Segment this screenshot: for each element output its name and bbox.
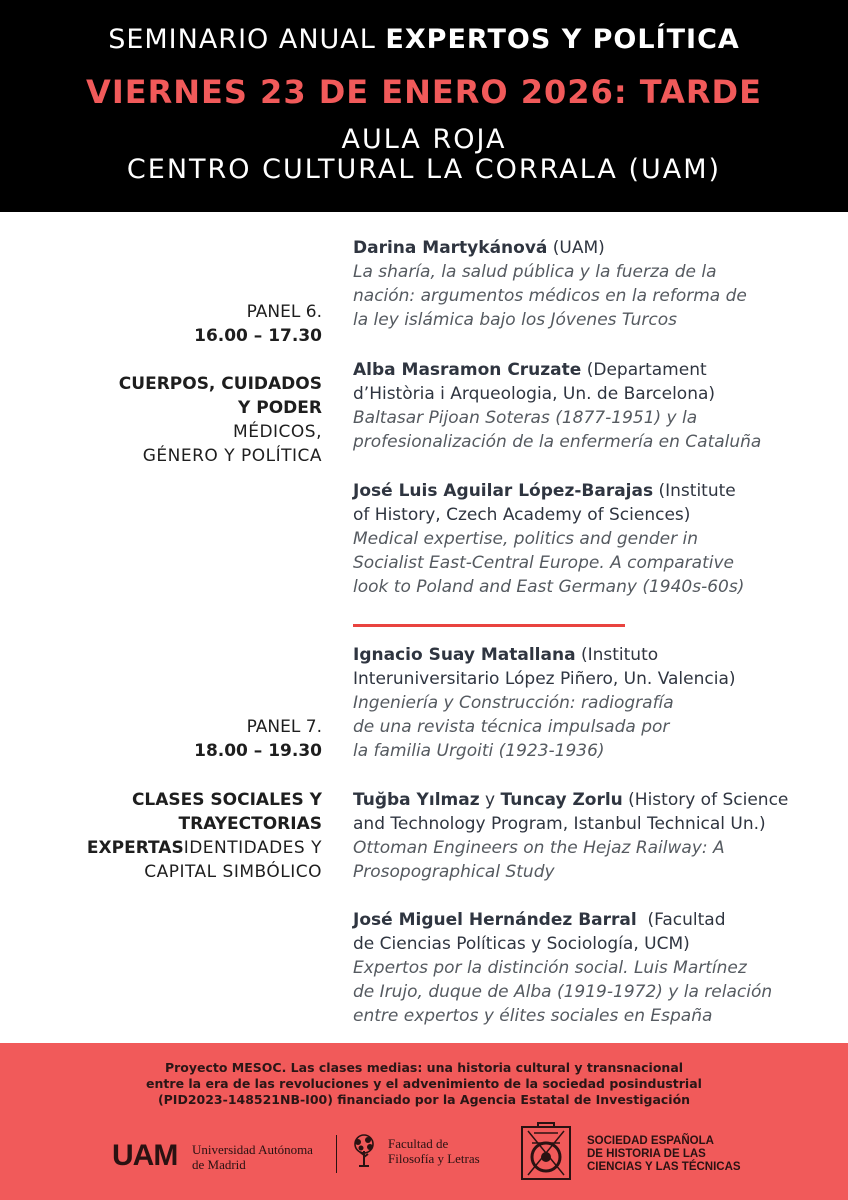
talk-masramon bbox=[353, 358, 848, 454]
talk-martykanova bbox=[353, 236, 848, 332]
room: AULA ROJA bbox=[341, 124, 507, 155]
panel7-heading bbox=[87, 788, 322, 884]
talk-title-line: look to Poland and East Germany (1940s-60s) bbox=[353, 577, 745, 597]
panel6-time: 16.00 – 17.30 bbox=[194, 326, 322, 346]
speaker-name: Tuğba Yılmaz bbox=[353, 790, 480, 810]
speaker-name: Alba Masramon Cruzate bbox=[353, 360, 582, 380]
talk-title-line: nación: argumentos médicos en la reforma de bbox=[353, 286, 747, 306]
panel-divider bbox=[353, 624, 625, 627]
funding-line: Proyecto MESOC. Las clases medias: una historia cultural y transnacional bbox=[164, 1060, 684, 1075]
faculty-name-line: Facultad de bbox=[388, 1136, 449, 1151]
panel6-title-line: Y PODER bbox=[238, 398, 322, 418]
society-name-line: DE HISTORIA DE LAS bbox=[587, 1148, 706, 1160]
date-line: VIERNES 23 DE ENERO 2026: TARDE bbox=[86, 73, 762, 111]
header-banner bbox=[0, 0, 848, 212]
panel6-title-line: CUERPOS, CUIDADOS bbox=[118, 374, 322, 394]
talk-title-line: la familia Urgoiti (1923-1936) bbox=[353, 741, 605, 761]
uam-mark: UAM bbox=[112, 1139, 178, 1172]
talk-title-line: de una revista técnica impulsada por bbox=[353, 717, 670, 737]
panel6-heading bbox=[119, 372, 322, 468]
speaker-name: Tuncay Zorlu bbox=[500, 790, 623, 810]
panel7-time: 18.00 – 19.30 bbox=[194, 741, 322, 761]
tree-icon bbox=[348, 1133, 380, 1169]
talk-title-line: La sharía, la salud pública y la fuerza de la bbox=[353, 262, 717, 282]
talk-title-line: Expertos por la distinción social. Luis Martínez bbox=[353, 958, 747, 978]
name-connector: y bbox=[479, 790, 501, 810]
speaker-affiliation: (Facultad bbox=[636, 910, 726, 930]
talk-hernandez bbox=[353, 908, 848, 1028]
speaker-name: José Miguel Hernández Barral bbox=[353, 910, 637, 930]
funding-line: entre la era de las revoluciones y el advenimiento de la sociedad posindustrial bbox=[146, 1076, 702, 1091]
panel6-subtitle-line: GÉNERO Y POLÍTICA bbox=[142, 446, 322, 466]
speaker-name: Ignacio Suay Matallana bbox=[353, 645, 576, 665]
speaker-affiliation: (UAM) bbox=[547, 238, 605, 258]
panel7-title-line: TRAYECTORIAS bbox=[178, 814, 322, 834]
talk-title-line: de Irujo, duque de Alba (1919-1972) y la relación bbox=[353, 982, 773, 1002]
funding-line: (PID2023-148521NB-I00) financiado por la Agencia Estatal de Investigación bbox=[157, 1092, 691, 1107]
panel6-label: PANEL 6. bbox=[246, 302, 322, 322]
faculty-name-line: Filosofía y Letras bbox=[388, 1151, 480, 1166]
venue: CENTRO CULTURAL LA CORRALA (UAM) bbox=[126, 154, 722, 185]
speaker-affiliation: (Institute bbox=[653, 481, 736, 501]
speaker-affiliation: de Ciencias Políticas y Sociología, UCM) bbox=[353, 934, 690, 954]
talk-title-line: entre expertos y élites sociales en España bbox=[353, 1006, 713, 1026]
panel7-subtitle-line: IDENTIDADES Y bbox=[183, 838, 322, 858]
talk-suay bbox=[353, 643, 848, 763]
talk-title-line: la ley islámica bajo los Jóvenes Turcos bbox=[353, 310, 677, 330]
talk-title-line: Ottoman Engineers on the Hejaz Railway: A bbox=[353, 838, 725, 858]
society-logo bbox=[514, 1121, 741, 1189]
speaker-name: Darina Martykánová bbox=[353, 238, 548, 258]
seminar-title: SEMINARIO ANUAL EXPERTOS Y POLÍTICA bbox=[108, 24, 740, 55]
speaker-affiliation: and Technology Program, Istanbul Technical Un.) bbox=[353, 814, 766, 834]
uam-name-line: de Madrid bbox=[192, 1157, 246, 1172]
speaker-affiliation: d’Història i Arqueologia, Un. de Barcelona) bbox=[353, 384, 716, 404]
footer-banner bbox=[0, 1043, 848, 1200]
panel7-info bbox=[194, 715, 322, 763]
talk-title-line: profesionalización de la enfermería en Cataluña bbox=[353, 432, 762, 452]
logo-separator bbox=[336, 1135, 337, 1173]
panel7-title-line: EXPERTAS bbox=[86, 838, 184, 858]
talk-yilmaz-zorlu bbox=[353, 788, 848, 884]
engraving-emblem-icon bbox=[514, 1121, 578, 1185]
talk-title-line: Baltasar Pijoan Soteras (1877-1951) y la bbox=[353, 408, 698, 428]
faculty-logo bbox=[348, 1133, 480, 1173]
funding-text bbox=[0, 1060, 848, 1108]
panel6-info bbox=[194, 300, 322, 348]
talk-title-line: Medical expertise, politics and gender in bbox=[353, 529, 698, 549]
speaker-affiliation: (Instituto bbox=[575, 645, 659, 665]
speaker-affiliation: (Departament bbox=[581, 360, 707, 380]
talk-title-line: Ingeniería y Construcción: radiografía bbox=[353, 693, 674, 713]
uam-name-line: Universidad Autónoma bbox=[192, 1142, 313, 1157]
talk-title-line: Socialist East-Central Europe. A comparative bbox=[353, 553, 734, 573]
panel7-title-line: CLASES SOCIALES Y bbox=[131, 790, 322, 810]
panel7-label: PANEL 7. bbox=[246, 717, 322, 737]
talk-aguilar bbox=[353, 479, 848, 599]
society-name-line: SOCIEDAD ESPAÑOLA bbox=[587, 1135, 714, 1147]
panel7-subtitle-line: CAPITAL SIMBÓLICO bbox=[144, 862, 322, 882]
talk-title-line: Prosopographical Study bbox=[353, 862, 555, 882]
speaker-affiliation: of History, Czech Academy of Sciences) bbox=[353, 505, 691, 525]
speaker-affiliation: (History of Science bbox=[622, 790, 789, 810]
speaker-name: José Luis Aguilar López-Barajas bbox=[353, 481, 654, 501]
speaker-affiliation: Interuniversitario López Piñero, Un. Valencia) bbox=[353, 669, 736, 689]
society-name-line: CIENCIAS Y LAS TÉCNICAS bbox=[587, 1161, 741, 1173]
panel6-subtitle-line: MÉDICOS, bbox=[233, 422, 322, 442]
